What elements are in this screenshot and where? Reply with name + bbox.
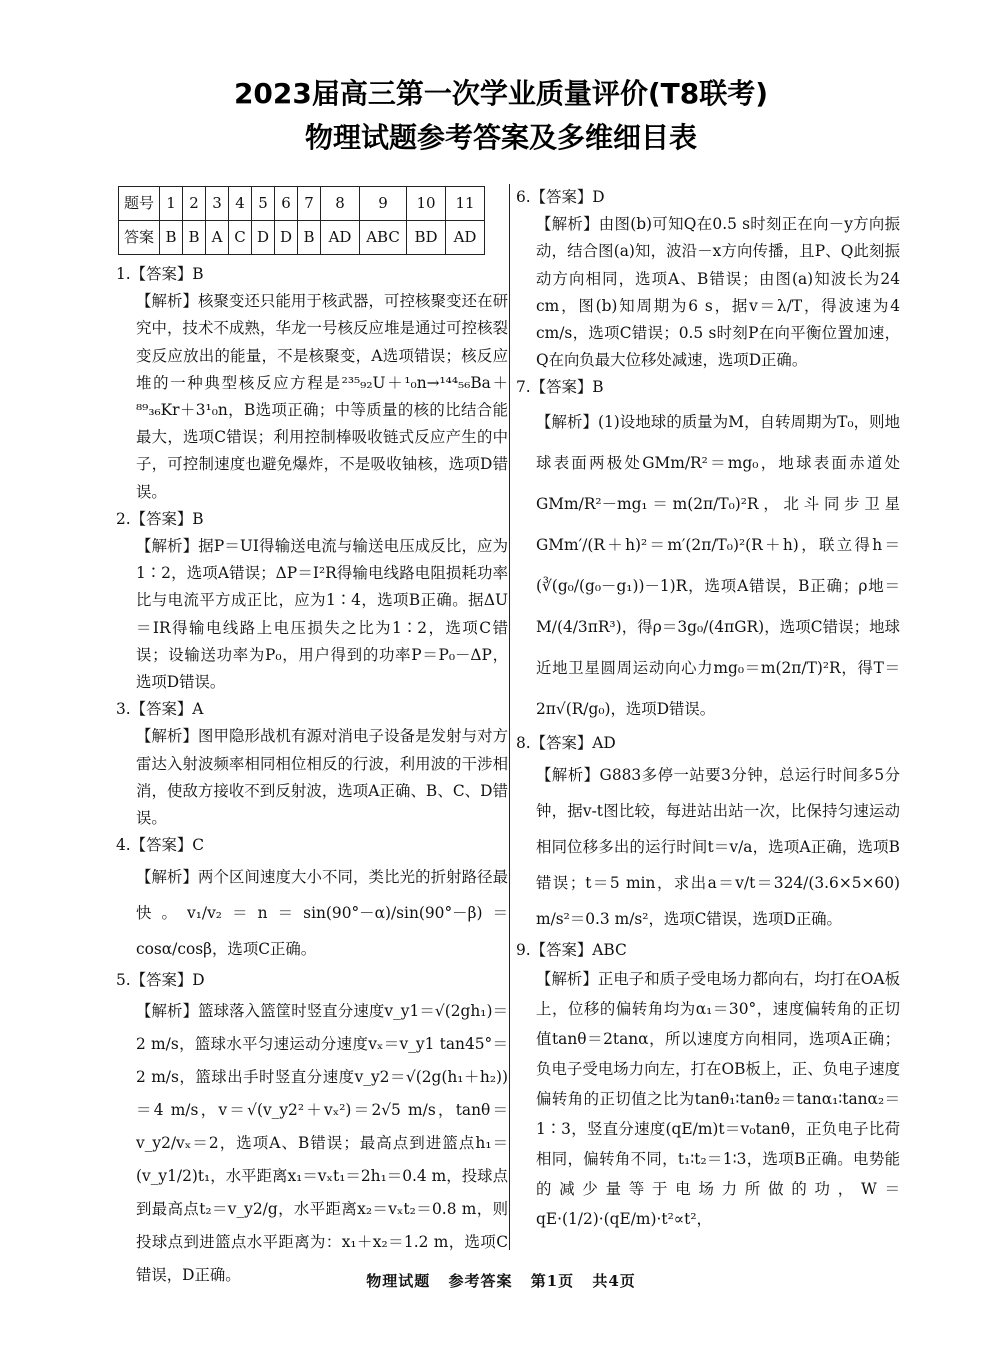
number-cell: 7: [298, 187, 321, 221]
answer-cell: D: [275, 221, 298, 255]
number-cell: 10: [407, 187, 446, 221]
q3-explanation: 【解析】图甲隐形战机有源对消电子设备是发射与对方雷达入射波频率相同相位相反的行波，利用波的干涉相消，使敌方接收不到反射波，选项A正确、B、C、D错误。: [136, 727, 508, 828]
row-label-answer: 答案: [119, 221, 160, 255]
page-footer: [0, 1270, 1002, 1291]
q4-explanation: 【解析】两个区间速度大小不同，类比光的折射路径最快。v₁/v₂＝n＝sin(90°－α)/sin(90°－β)＝cosα/cosβ，选项C正确。: [136, 868, 508, 959]
answer-cell: B: [160, 221, 183, 255]
answer-cell: B: [183, 221, 206, 255]
answer-cell: B: [298, 221, 321, 255]
answer-table-row-answers: [119, 221, 485, 255]
answer-cell: D: [252, 221, 275, 255]
row-label-number: 题号: [119, 187, 160, 221]
column-divider: [509, 184, 510, 1250]
number-cell: 6: [275, 187, 298, 221]
q6-explanation: 【解析】由图(b)可知Q在0.5 s时刻正在向－y方向振动，结合图(a)知，波沿－x方向传播，且P、Q此刻振动方向相同，选项A、B错误；由图(a)知波长为24 cm，图(b)知周期为6 s，据v＝λ/T，得波速为4 cm/s，选项C错误；0.5 s时刻P在向平衡位置加速，Q在向负最大位移处减速，选项D正确。: [536, 215, 900, 370]
title-line-1: 2023届高三第一次学业质量评价(T8联考): [233, 77, 769, 110]
answer-table: [118, 186, 485, 255]
q3-answer: 3.【答案】A: [116, 700, 204, 719]
q1-explanation: 【解析】核聚变还只能用于核武器，可控核聚变还在研究中，技术不成熟，华龙一号核反应堆是通过可控核裂变反应放出的能量，不是核聚变，A选项错误；核反应堆的一种典型核反应方程是²³⁵₉₂U＋¹₀n→¹⁴⁴₅₆Ba＋⁸⁹₃₆Kr＋3¹₀n，B选项正确；中等质量的核的比结合能最大，选项C错误；利用控制棒吸收链式反应产生的中子，可控制速度也避免爆炸，不是吸收铀核，选项D错误。: [136, 292, 508, 501]
number-cell: 5: [252, 187, 275, 221]
number-cell: 8: [321, 187, 360, 221]
footer-total: 共4页: [592, 1272, 636, 1290]
q9-explanation: 【解析】正电子和质子受电场力都向右，均打在OA板上，位移的偏转角均为α₁＝30°，速度偏转角的正切值tanθ＝2tanα，所以速度方向相同，选项A正确；负电子受电场力向左，打在OB板上，正、负电子速度偏转角的正切值之比为tanθ₁∶tanθ₂＝tanα₁∶tanα₂＝1∶3，竖直分速度(qE/m)t＝v₀tanθ，正负电子比荷相同，偏转角不同，t₁∶t₂＝1∶3，选项B正确。电势能的减少量等于电场力所做的功，W＝qE·(1/2)·(qE/m)·t²∝t²，: [536, 970, 900, 1229]
number-cell: 11: [446, 187, 485, 221]
answer-cell: BD: [407, 221, 446, 255]
number-cell: 2: [183, 187, 206, 221]
q7-explanation: 【解析】(1)设地球的质量为M，自转周期为T₀，则地球表面两极处GMm/R²＝mg₀，地球表面赤道处GMm/R²－mg₁＝m(2π/T₀)²R，北斗同步卫星GMm′/(R＋h)²＝m′(2π/T₀)²(R＋h)，联立得h＝(∛(g₀/(g₀－g₁))－1)R，选项A错误，B正确；ρ地＝M/(4/3πR³)，得ρ＝3g₀/(4πGR)，选项C错误；地球近地卫星圆周运动向心力mg₀＝m(2π/T)²R，得T＝2π√(R/g₀)，选项D错误。: [536, 412, 900, 718]
left-column: [116, 184, 508, 1292]
q7-answer: 7.【答案】B: [516, 378, 604, 397]
number-cell: 4: [229, 187, 252, 221]
right-column: [516, 184, 900, 1234]
footer-page: 第1页: [530, 1272, 575, 1290]
title-line-2: 物理试题参考答案及多维细目表: [304, 121, 697, 154]
q2-explanation: 【解析】据P＝UI得输送电流与输送电压成反比，应为1∶2，选项A错误；ΔP＝I²R得输电线路电阻损耗功率比与电流平方成正比，应为1∶4，选项B正确。据ΔU＝IR得输电线路上电压损失之比为1∶2，选项C错误；设输送功率为P₀，用户得到的功率P＝P₀－ΔP，选项D错误。: [136, 537, 508, 692]
q1-answer: 1.【答案】B: [116, 265, 204, 283]
number-cell: 1: [160, 187, 183, 221]
q4-answer: 4.【答案】C: [116, 836, 205, 855]
q9-answer: 9.【答案】ABC: [516, 940, 627, 959]
answer-cell: ABC: [360, 221, 407, 255]
q8-explanation: 【解析】G883多停一站要3分钟，总运行时间多5分钟，据v-t图比较，每进站出站一次，比保持匀速运动相同位移多出的运行时间t＝v/a，选项A正确，选项B错误；t＝5 min，求出a＝v/t＝324/(3.6×5×60) m/s²＝0.3 m/s²，选项C错误，选项D正确。: [536, 765, 900, 928]
answer-cell: AD: [321, 221, 360, 255]
number-cell: 3: [206, 187, 229, 221]
answer-cell: A: [206, 221, 229, 255]
q6-answer: 6.【答案】D: [516, 188, 605, 206]
footer-subject: 物理试题: [366, 1272, 431, 1290]
answer-table-row-numbers: [119, 187, 485, 221]
q5-answer: 5.【答案】D: [116, 971, 205, 990]
footer-label: 参考答案: [448, 1272, 513, 1290]
q5-explanation: 【解析】篮球落入篮筐时竖直分速度v_y1＝√(2gh₁)＝2 m/s，篮球水平匀速运动分速度vₓ＝v_y1 tan45°＝2 m/s，篮球出手时竖直分速度v_y2＝√(2g(h₁＋h₂))＝4 m/s，v＝√(v_y2²＋vₓ²)＝2√5 m/s，tanθ＝v_y2/vₓ＝2，选项A、B错误；最高点到进篮点h₁＝(v_y1/2)t₁，水平距离x₁＝vₓt₁＝2h₁＝0.4 m，投球点到最高点t₂＝v_y2/g，水平距离x₂＝vₓt₂＝0.8 m，则投球点到进篮点水平距离为：x₁＋x₂＝1.2 m，选项C错误，D正确。: [136, 1001, 508, 1284]
q8-answer: 8.【答案】AD: [516, 733, 616, 752]
answer-cell: C: [229, 221, 252, 255]
q2-answer: 2.【答案】B: [116, 509, 204, 528]
number-cell: 9: [360, 187, 407, 221]
answer-cell: AD: [446, 221, 485, 255]
